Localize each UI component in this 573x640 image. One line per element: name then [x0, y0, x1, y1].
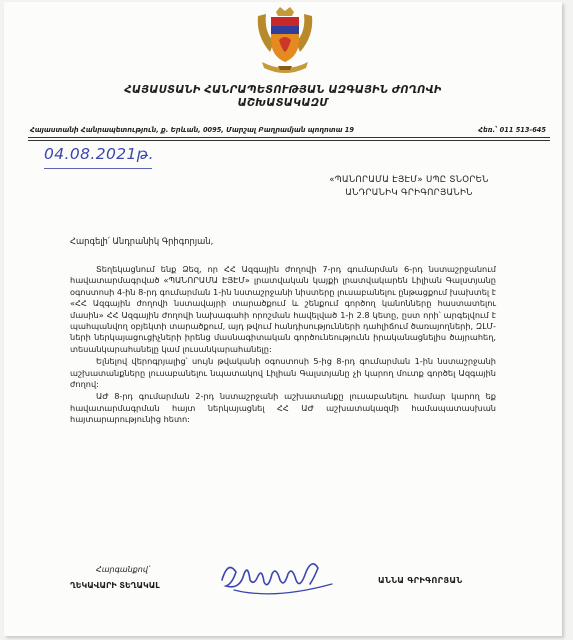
letterhead-divider-thin — [28, 140, 550, 141]
body-paragraph-3: ԱԺ 8-րդ գումարման 2-րդ նստաշրջանի աշխատանքը լուսաբանելու համար կարող եք հավատարմագրման հայտ ներկայացնել ՀՀ ԱԺ աշխատակազմի համապատասխան հայտարարությունից հետո: — [70, 391, 496, 425]
organization-name — [4, 84, 562, 110]
body-paragraph-2: Ելնելով վերոգրյալից՝ սույն թվականի օգոստոսի 5-ից 8-րդ գումարման 1-ին նստաշրջանի աշխատանքները լուսաբանելու նպատակով Լիլիան Գալստյանը չի կարող մուտք գործել Ազգային ժողով: — [70, 356, 496, 390]
recipient-title: «ՊԱՆՈՐԱՄԱ ԷՅԷՄ» ՍՊԸ ՏՆՕՐԵՆ — [329, 175, 489, 185]
coat-of-arms-emblem — [252, 6, 318, 78]
letterhead-divider — [28, 137, 550, 138]
date-underline — [44, 168, 152, 169]
letter-page — [4, 2, 562, 636]
letter-body — [70, 264, 496, 427]
recipient-block — [304, 174, 514, 200]
letterhead-address: Հայաստանի Հանրապետություն, ք. Երևան, 0095, Մարշալ Բաղրամյան պողոտա 19 — [30, 126, 354, 134]
letterhead-contact-row — [30, 126, 546, 134]
body-paragraph-1: Տեղեկացնում ենք Ձեզ, որ ՀՀ Ազգային ժողովի 7-րդ գումարման 6-րդ նստաշրջանում հավատարմագրված «ՊԱՆՈՐԱՄԱ ԷՅԷՄ» լրատվական կայքի լրատվակարեն Լիլիան Գալստյանը օգոստոսի 4-ին 8-րդ գումարման 1-ին նստաշրջանի նիստերը լուսաբանելու ընթացքում խախտել է «ՀՀ Ազգային ժողովի նստավայրի տարածքում և շենքում գործող կանոնները հաստատելու մասին» ՀՀ Ազգային ժողովի նախագահի որոշման հավելված 1-ի 2.8 կետը, ըստ որի՝ արգելվում է պահպանվող օբյեկտի տարածքում, այդ թվում հանդիսությունների դահլիճում ծառայողների, ԶԼՄ-ների ներկայացուցիչների իրենց մասնագիտական գործունեությունն իրականացնելիս ծայրահեղ, տեսանկարահանելը կամ լուսանկարահանելը: — [70, 264, 496, 354]
signer-title: ՂԵԿԱՎԱՐԻ ՏԵՂԱԿԱԼ — [70, 581, 160, 590]
handwritten-date: 04.08.2021թ. — [44, 145, 154, 163]
salutation: Հարգելի՛ Անդրանիկ Գրիգորյան, — [70, 236, 214, 246]
signoff-block — [70, 562, 210, 594]
letterhead-phone: Հեռ.՝ 011 513-645 — [478, 126, 546, 134]
signer-name: ԱՆՆԱ ԳՐԻԳՈՐՅԱՆ — [378, 575, 463, 585]
closing-phrase: Հարգանքով՝ — [96, 565, 150, 574]
org-name-line2: ԱՇԽԱՏԱԿԱԶՄ — [237, 98, 329, 109]
handwritten-signature — [214, 550, 344, 604]
org-name-line1: ՀԱՅԱՍՏԱՆԻ ՀԱՆՐԱՊԵՏՈՒԹՅԱՆ ԱԶԳԱՅԻՆ ԺՈՂՈՎԻ — [124, 85, 442, 96]
recipient-name: ԱՆԴՐԱՆԻԿ ԳՐԻԳՈՐՅԱՆԻՆ — [345, 188, 473, 198]
